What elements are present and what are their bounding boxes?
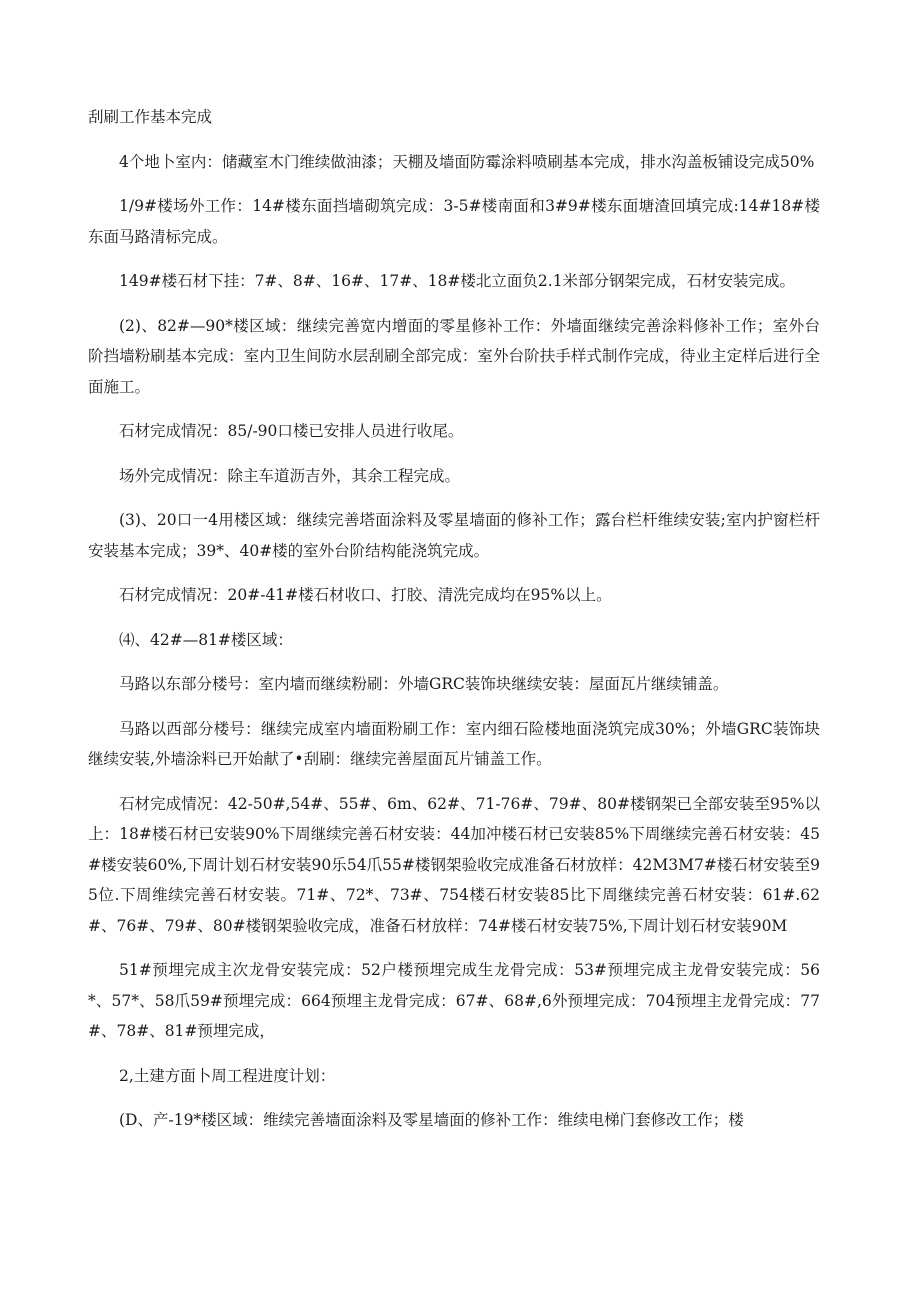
paragraph-area-20-41: (3)、20口一4用楼区域：继续完善塔面涂料及零星墙面的修补工作；露台栏杆维续安装;室内护窗栏杆安装基本完成；39*、40#楼的室外台阶结构能浇筑完成。 [88,511,820,560]
paragraph-area-1-19-plan: (D、产-19*楼区域：维续完善墙面涂料及零星墙面的修补工作：维续电梯门套修改工作；楼 [119,1111,744,1129]
paragraph-stone-status-42-81: 石材完成情况：42-50#,54#、55#、6m、62#、71-76#、79#、80#楼钢架已全部安装至95%以上：18#楼石材已安装90%下周继续完善石材安装：44加冲楼石材已安装85%下周继续完善石材安装：45#楼安装60%,下周计划石材安装90乐54爪55#楼钢架验收完成准备石材放样：42M3M7#楼石材安装至95位.下周维续完善石材安装。71#、72*、73#、754楼石材安装85比下周继续完善石材安装：61#.62#、76#、79#、80#楼钢架验收完成，准备石材放样：74#楼石材安装75%,下周计划石材安装90M [88,794,820,935]
paragraph-embedded-parts: 51#预埋完成主次龙骨安装完成：52户楼预埋完成生龙骨完成：53#预埋完成主龙骨安装完成：56*、57*、58爪59#预埋完成：664预埋主龙骨完成：67#、68#,6外预埋完成：704预埋主龙骨完成：77#、78#、81#预埋完成， [88,961,820,1040]
paragraph-next-week-plan-heading: 2,土建方面卜周工程进度计划： [119,1066,336,1085]
paragraph-west-of-road: 马路以西部分楼号：继续完成室内墙面粉刷工作：室内细石险楼地面浇筑完成30%；外墙GRC装饰块继续安装,外墙涂料已开始献了•刮刷：继续完善屋面瓦片铺盖工作。 [88,719,820,768]
paragraph-outdoor-status: 场外完成情况：除主车道沥吉外，其余工程完成。 [119,466,461,485]
paragraph-outdoor-work: 1/9#楼场外工作：14#楼东面挡墙砌筑完成：3-5#楼南面和3#9#楼东面塘渣回填完成:14#18#楼东面马路清标完成。 [88,197,820,246]
paragraph-stone-hanging: 149#楼石材下挂：7#、8#、16#、17#、18#楼北立面负2.1米部分钢架完成，石材安装完成。 [119,272,796,290]
paragraph-stone-status-85-90: 石材完成情况：85/-90口楼已安排人员进行收尾。 [119,422,464,440]
paragraph-scraping-done: 刮刷工作基本完成 [88,108,213,126]
paragraph-stone-status-20-41: 石材完成情况：20#-41#楼石材收口、打胶、清洗完成均在95%以上。 [119,586,612,604]
paragraph-area-42-81-heading: ⑷、42#—81#楼区域： [119,630,293,649]
paragraph-basement: 4个地卜室内：储藏室木门维续做油漆；天棚及墙面防霉涂料喷刷基本完成，排水沟盖板铺设完成50% [119,152,815,171]
paragraph-area-82-90: (2)、82#—90*楼区域：继续完善宽内增面的零星修补工作：外墙面继续完善涂料修补工作；室外台阶挡墙粉刷基本完成：室内卫生间防水层刮刷全部完成：室外台阶扶手样式制作完成，待业主定样后进行全面施工。 [88,316,820,396]
document-page [88,102,820,1150]
paragraph-east-of-road: 马路以东部分楼号：室内墙而继续粉刷：外墙GRC装饰块继续安装：屋面瓦片继续铺盖。 [119,675,729,693]
